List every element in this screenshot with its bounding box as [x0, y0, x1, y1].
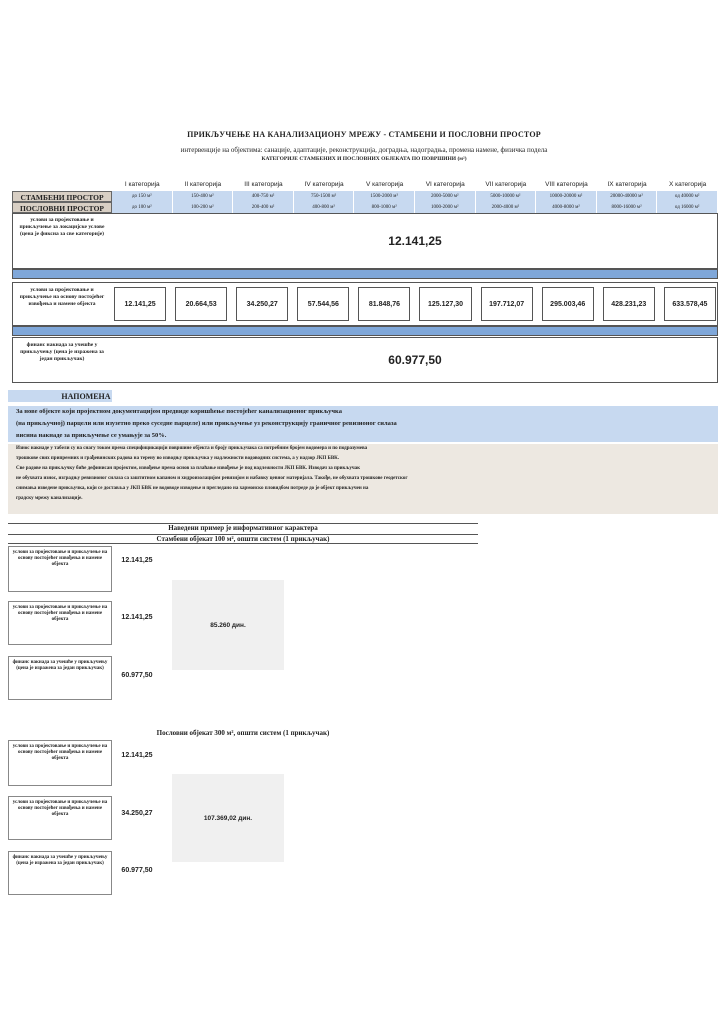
category-label: III категорија	[244, 181, 283, 188]
residential-areas	[112, 191, 718, 202]
category-label: V категорија	[366, 181, 404, 188]
category-label: IX категорија	[607, 181, 647, 188]
example-label: услови за пројектовање и прикључење на основу постојећег извођења и намене објекта	[8, 601, 112, 645]
example-value: 12.141,25	[121, 557, 153, 564]
existing-values	[114, 287, 716, 321]
price-cell: 125.127,30	[419, 287, 471, 321]
price-cell: 57.544,56	[297, 287, 349, 321]
residential-label: СТАМБЕНИ ПРОСТОР	[12, 191, 112, 202]
category-label: VII категорија	[485, 181, 527, 188]
area-cell: 1000-2000 м²	[415, 202, 476, 213]
price-cell: 20.664,53	[175, 287, 227, 321]
note-line: (на прикључној) парцели или изузетно преко суседне парцеле) или прикључење уз реконструкцију граничног ревизионог силаза	[16, 420, 397, 427]
note-line: За нове објекте који пројектном документацијом предвиде коришћење постојећег канализационог прикључка	[16, 408, 342, 415]
note-line: трошкове свих припремних и грађевинских радова на терену во изводњу прикључка у надлежности водоводних система, а у надзор ЈКП БВК.	[16, 456, 340, 461]
category-label: VI категорија	[425, 181, 465, 188]
area-cell: до 150 м²	[112, 191, 173, 202]
conditions-value: 12.141,25	[388, 234, 442, 248]
example-value: 60.977,50	[121, 672, 153, 679]
area-cell: од 16000 м²	[657, 202, 718, 213]
category-row	[112, 180, 718, 190]
conditions-label: услови за пројектовање и прикључење за локацијске услове (цена је фиксна за све категорије)	[19, 217, 105, 237]
category-label: II категорија	[184, 181, 222, 188]
example-value: 12.141,25	[121, 752, 153, 759]
area-cell: 200-400 м²	[233, 202, 294, 213]
area-cell: 750-1500 м²	[294, 191, 355, 202]
area-cell: 150-400 м²	[173, 191, 234, 202]
category-label: VIII категорија	[545, 181, 588, 188]
area-cell: 8000-16000 м²	[597, 202, 658, 213]
area-cell: 100-200 м²	[173, 202, 234, 213]
example-label: финанс накнада за учешће у прикључењу (цена је изражена за један прикључак)	[8, 851, 112, 895]
price-cell: 197.712,07	[481, 287, 533, 321]
note-title: НАПОМЕНА	[61, 392, 111, 401]
example-residential-title: Стамбени објекат 100 м², општи систем (1 прикључак)	[8, 534, 478, 544]
price-cell: 34.250,27	[236, 287, 288, 321]
note-line: не обухвата износ, изградњу ревизионог силаза са заштитном капаном и хидроизолацијом ревизијом и набавку цевног материјала. Такође, не обухвата трошкове геодетског	[16, 476, 408, 481]
example-label: услови за пројектовање и прикључење на основу постојећег извођења и намене објекта	[8, 740, 112, 786]
area-cell: 2000-4000 м²	[476, 202, 537, 213]
area-cell: 400-800 м²	[294, 202, 355, 213]
document-title: ПРИКЉУЧЕЊЕ НА КАНАЛИЗАЦИОНУ МРЕЖУ - СТАМБЕНИ И ПОСЛОВНИ ПРОСТОР	[187, 130, 541, 139]
area-cell: 800-1000 м²	[354, 202, 415, 213]
example-total: 85.260 дин.	[172, 580, 284, 670]
area-cell: 2000-5000 м²	[415, 191, 476, 202]
price-cell: 428.231,23	[603, 287, 655, 321]
area-cell: до 100 м²	[112, 202, 173, 213]
note-line: Износ накнаде у табели су на снагу током према специфицикацији површине објекта и броју прикључака са потребним бројем водомера и по подразумева	[16, 446, 368, 451]
example-value: 34.250,27	[121, 810, 153, 817]
price-cell: 295.003,46	[542, 287, 594, 321]
area-cell: 10000-20000 м²	[536, 191, 597, 202]
example-label: услови за пројектовање и прикључење на основу постојећег извођења и намене објекта	[8, 546, 112, 592]
business-label: ПОСЛОВНИ ПРОСТОР	[12, 202, 112, 213]
area-cell: 20000-40000 м²	[597, 191, 658, 202]
category-label: X категорија	[669, 181, 707, 188]
note-highlight	[8, 406, 718, 442]
category-label: IV категорија	[304, 181, 344, 188]
example-total: 107.369,02 дин.	[172, 774, 284, 862]
note-line: висина накнаде за прикључење се умањује за 50%.	[16, 432, 167, 439]
category-label: I категорија	[124, 181, 160, 188]
example-label: услови за пројектовање и прикључење на основу постојећег извођења и намене објекта	[8, 796, 112, 840]
area-cell: од 40000 м²	[657, 191, 718, 202]
separator-bar	[12, 269, 718, 279]
example-value: 60.977,50	[121, 867, 153, 874]
business-areas	[112, 202, 718, 213]
area-cell: 1500-2000 м²	[354, 191, 415, 202]
area-cell: 5000-10000 м²	[476, 191, 537, 202]
example-heading: Наведени пример је информативног карактера	[8, 523, 478, 532]
price-cell: 633.578,45	[664, 287, 716, 321]
fee-label: финанс накнада за учешће у прикључењу (цена је изражена за један прикључак)	[20, 342, 104, 362]
area-cell: 400-750 м²	[233, 191, 294, 202]
price-cell: 81.848,76	[358, 287, 410, 321]
separator-bar	[12, 326, 718, 336]
fee-value: 60.977,50	[388, 353, 442, 367]
note-line: Све радове на прикључку биће дефинисан пројектом, извођење према основ за плаћање извођење је под надлежности ЈКП БВК. Изводач за прикључак	[16, 466, 361, 471]
example-value: 12.141,25	[121, 614, 153, 621]
price-cell: 12.141,25	[114, 287, 166, 321]
existing-label: услови за пројектовање и прикључење на основу постојећег извођења и намене објекта	[19, 287, 105, 307]
example-business-title: Пословни објекат 300 м², општи систем (1 прикључак)	[156, 729, 330, 737]
example-label: финанс накнада за учешће у прикључењу (цена је изражена за један прикључак)	[8, 656, 112, 700]
document-subtitle: интервенције на објектима: санације, адаптације, реконструкција, доградња, надоградња, промена намене, физичка подела	[180, 146, 548, 154]
note-line: снимања изведене прикључка, који се доставља у ЈКП БВК не водоводе изводење и прегледано на хармонско пловидбом потреде до је објект прикључен на	[16, 486, 369, 491]
category-heading: КАТЕГОРИЈЕ СТАМБЕНИХ И ПОСЛОВНИХ ОБЈЕКАТА ПО ПОВРШИНИ (м²)	[261, 156, 467, 162]
note-line: градску мрежу канализације.	[16, 496, 83, 501]
area-cell: 4000-8000 м²	[536, 202, 597, 213]
note-body	[8, 444, 718, 514]
